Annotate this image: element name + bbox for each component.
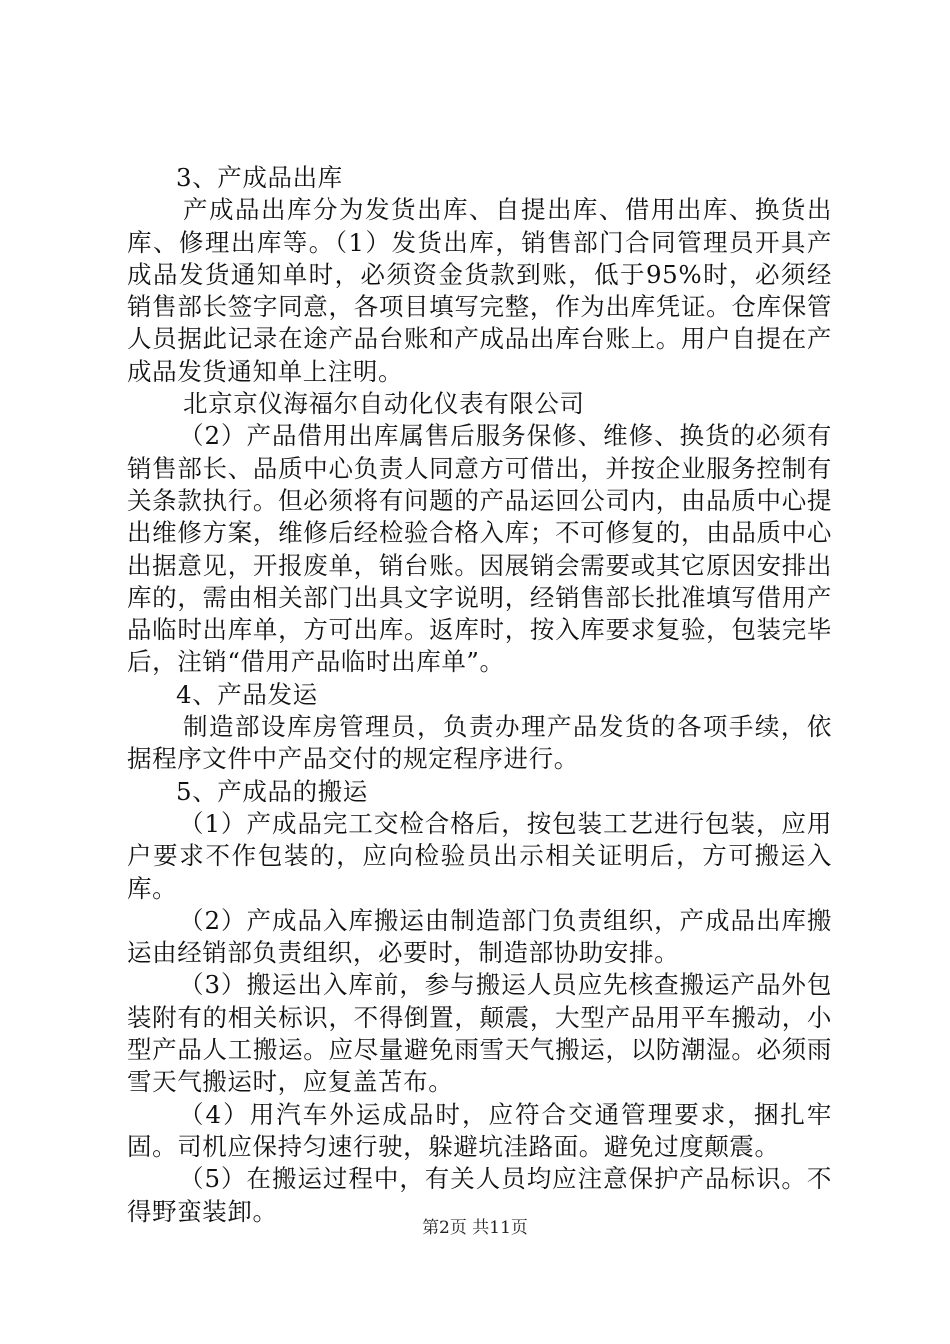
paragraph-handling-4: （4）用汽车外运成品时，应符合交通管理要求，捆扎牢固。司机应保持匀速行驶，躲避坑洼路面。避免过度颠震。 — [127, 1099, 832, 1161]
section-heading-3: 3、产成品出库 — [176, 163, 343, 192]
paragraph-handling-3: （3）搬运出入库前，参与搬运人员应先核查搬运产品外包装附有的相关标识，不得倒置，颠震，大型产品用平车搬动，小型产品人工搬运。应尽量避免雨雪天气搬运，以防潮湿。必须雨雪天气搬运时，应复盖苫布。 — [127, 970, 832, 1097]
company-name-line: 北京京仪海福尔自动化仪表有限公司 — [183, 389, 585, 419]
paragraph-borrow-outbound: （2）产品借用出库属售后服务保修、维修、换货的必须有销售部长、品质中心负责人同意方可借出，并按企业服务控制有关条款执行。但必须将有问题的产品运回公司内，由品质中心提出维修方案，维修后经检验合格入库；不可修复的，由品质中心出据意见，开报废单，销台账。因展销会需要或其它原因安排出库的，需由相关部门出具文字说明，经销售部长批准填写借用产品临时出库单，方可出库。返库时，按入库要求复验，包装完毕后，注销“借用产品临时出库单”。 — [127, 421, 832, 677]
page-footer: 第2页 共11页 — [422, 1218, 528, 1238]
paragraph-handling-5: （5）在搬运过程中，有关人员均应注意保护产品标识。不得野蛮装卸。 — [127, 1164, 832, 1226]
document-body — [127, 162, 832, 1228]
paragraph-outbound-types: 产成品出库分为发货出库、自提出库、借用出库、换货出库、修理出库等。（1）发货出库，销售部门合同管理员开具产成品发货通知单时，必须资金货款到账，低于95%时，必须经销售部长签字同意，各项目填写完整，作为出库凭证。仓库保管人员据此记录在途产品台账和产成品出库台账上。用户自提在产成品发货通知单上注明。 — [127, 195, 832, 386]
paragraph-handling-2: （2）产成品入库搬运由制造部门负责组织，产成品出库搬运由经销部负责组织，必要时，制造部协助安排。 — [127, 905, 832, 968]
section-heading-5: 5、产成品的搬运 — [176, 776, 368, 806]
paragraph-shipping: 制造部设库房管理员，负责办理产品发货的各项手续，依据程序文件中产品交付的规定程序进行。 — [127, 712, 832, 774]
paragraph-handling-1: （1）产成品完工交检合格后，按包装工艺进行包装，应用户要求不作包装的，应向检验员出示相关证明后，方可搬运入库。 — [127, 808, 832, 903]
section-heading-4: 4、产品发运 — [176, 679, 318, 709]
